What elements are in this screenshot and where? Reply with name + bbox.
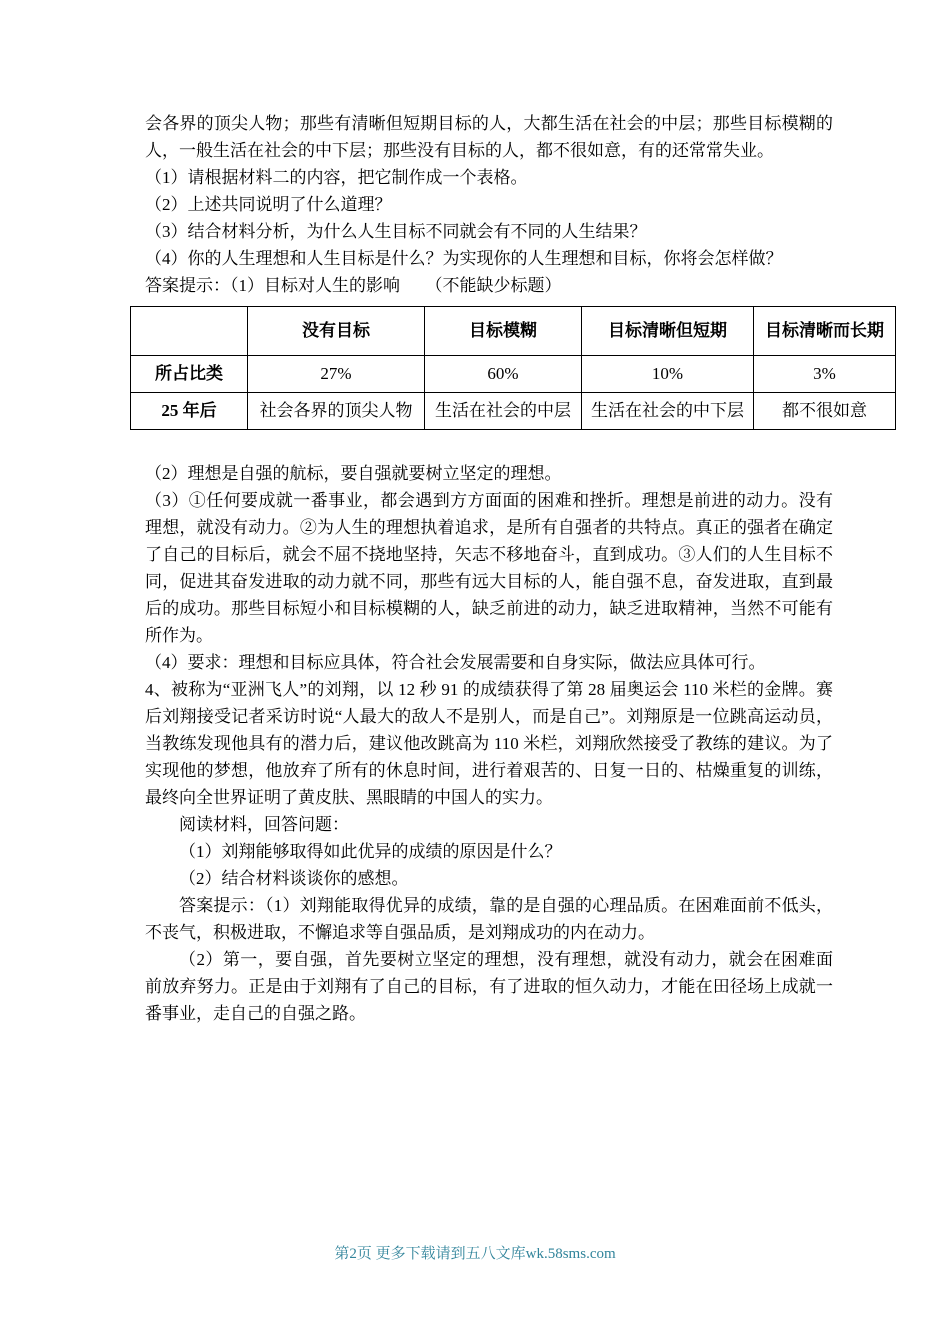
question-4: （4）你的人生理想和人生目标是什么？为实现你的人生理想和目标，你将会怎样做？ bbox=[145, 249, 783, 268]
question-4-material: 4、被称为“亚洲飞人”的刘翔，以 12 秒 91 的成绩获得了第 28 届奥运会 110 米栏的金牌。赛后刘翔接受记者采访时说“人最大的敌人不是别人，而是自己”。刘翔原是一位跳高运动员，当教练发现他具有的潜力后，建议他改跳高为 110 米栏，刘翔欣然接受了教练的建议。为了实现他的梦想，他放弃了所有的休息时间，进行着艰苦的、日复一日的、枯燥重复的训练，最终向全世界证明了黄皮肤、黑眼睛的中国人的实力。 bbox=[145, 680, 833, 807]
table-header-no-goal: 没有目标 bbox=[248, 307, 425, 356]
answer-3: （3）①任何要成就一番事业，都会遇到方方面面的困难和挫折。理想是前进的动力。没有理想，就没有动力。②为人生的理想执着追求，是所有自强者的共特点。真正的强者在确定了自己的目标后，就会不屈不挠地坚持，矢志不移地奋斗，直到成功。③人们的人生目标不同，促进其奋发进取的动力就不同，那些有远大目标的人，能自强不息，奋发进取，直到最后的成功。那些目标短小和目标模糊的人，缺乏前进的动力，缺乏进取精神，当然不可能有所作为。 bbox=[145, 491, 833, 645]
row-label-25-years: 25 年后 bbox=[131, 393, 248, 430]
table-header-clear-long-goal: 目标清晰而长期 bbox=[754, 307, 896, 356]
table-cell: 60% bbox=[425, 356, 582, 393]
answer-2: （2）理想是自强的航标，要自强就要树立坚定的理想。 bbox=[145, 464, 562, 483]
table-row-percentage bbox=[131, 356, 896, 393]
table-header-clear-short-goal: 目标清晰但短期 bbox=[582, 307, 754, 356]
paragraph-top-continuation: 会各界的顶尖人物；那些有清晰但短期目标的人，大都生活在社会的中层；那些目标模糊的人，一般生活在社会的中下层；那些没有目标的人，都不很如意，有的还常常失业。 bbox=[145, 114, 833, 160]
answer-4: （4）要求：理想和目标应具体，符合社会发展需要和自身实际，做法应具体可行。 bbox=[145, 653, 766, 672]
table-header-row bbox=[131, 307, 896, 356]
table-cell: 都不很如意 bbox=[754, 393, 896, 430]
question-1: （1）请根据材料二的内容，把它制作成一个表格。 bbox=[145, 168, 528, 187]
table-header-empty bbox=[131, 307, 248, 356]
material-question-1: （1）刘翔能够取得如此优异的成绩的原因是什么？ bbox=[179, 842, 562, 861]
footer-site-link[interactable]: wk.58sms.com bbox=[525, 1246, 616, 1262]
page-number: 第2页 bbox=[334, 1246, 372, 1262]
table-cell: 生活在社会的中下层 bbox=[582, 393, 754, 430]
document-body bbox=[145, 110, 884, 1027]
table-header-vague-goal: 目标模糊 bbox=[425, 307, 582, 356]
footer-promo-text: 更多下载请到五八文库 bbox=[371, 1246, 526, 1262]
table-cell: 社会各界的顶尖人物 bbox=[248, 393, 425, 430]
material-question-2: （2）结合材料谈谈你的感想。 bbox=[179, 869, 409, 888]
material-answer-2: （2）第一，要自强，首先要树立坚定的理想，没有理想，就没有动力，就会在困难面前放弃努力。正是由于刘翔有了自己的目标，有了进取的恒久动力，才能在田径场上成就一番事业，走自己的自强之路。 bbox=[145, 950, 833, 1023]
table-cell: 27% bbox=[248, 356, 425, 393]
read-material-prompt: 阅读材料，回答问题： bbox=[179, 815, 349, 834]
question-2: （2）上述共同说明了什么道理？ bbox=[145, 195, 392, 214]
table-cell: 3% bbox=[754, 356, 896, 393]
table-row-25-years-later bbox=[131, 393, 896, 430]
page-footer bbox=[0, 1242, 950, 1263]
question-3: （3）结合材料分析，为什么人生目标不同就会有不同的人生结果？ bbox=[145, 222, 647, 241]
row-label-percentage: 所占比类 bbox=[131, 356, 248, 393]
goal-comparison-table bbox=[130, 306, 896, 430]
material-answer-1: 答案提示：（1）刘翔能取得优异的成绩，靠的是自强的心理品质。在困难面前不低头，不丧气，积极进取，不懈追求等自强品质，是刘翔成功的内在动力。 bbox=[145, 896, 833, 942]
table-cell: 生活在社会的中层 bbox=[425, 393, 582, 430]
table-cell: 10% bbox=[582, 356, 754, 393]
answer-heading: 答案提示：（1）目标对人生的影响 （不能缺少标题） bbox=[145, 276, 562, 295]
